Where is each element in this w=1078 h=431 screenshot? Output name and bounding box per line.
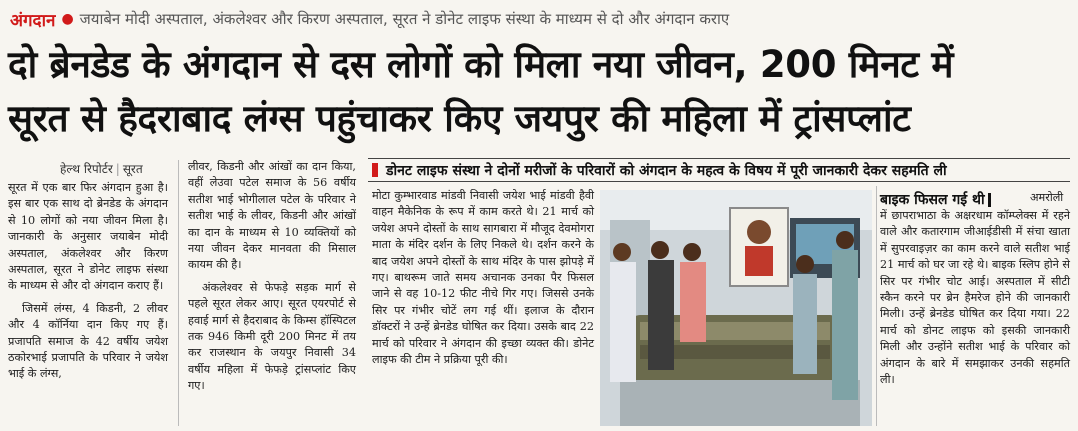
hospital-photo-illustration [600, 190, 872, 426]
paragraph: मोटा कुम्भारवाड मांडवी निवासी जयेश भाई मांडवी हैवी वाहन मैकेनिक के रूप में काम करते थे। 21 मार्च को जयेश अपने दोस्तों के साथ सागबारा में मौजूद देवमोगरा माता के मंदिर दर्शन के लिए निकले थे। दर्शन करने के बाद जयेश अपने दोस्तों के साथ मंदिर के पास झोपड़े में गए। बाथरूम जाते समय अचानक उनका पैर फिसल जाने से वह 10-12 फीट नीचे गिर गए। जिससे उनके सिर पर गंभीर चोटें लग गई थीं। इलाज के दौरान डॉक्टरों ने उन्हें ब्रेनडेड घोषित कर दिया। उसके बाद 22 मार्च को परिवार ने अंगदान की इच्छा व्यक्त की। डोनेट लाइफ की टीम ने प्रक्रिया पूरी की। [372, 189, 594, 367]
lead-word [1030, 190, 1072, 206]
article-column-4 [880, 208, 1070, 394]
headline-line-2: सूरत से हैदराबाद लंग्स पहुंचाकर किए जयपुर की महिला में ट्रांसप्लांट [8, 97, 911, 140]
kicker-text: जयाबेन मोदी अस्पताल, अंकलेश्वर और किरण अस्पताल, सूरत ने डोनेट लाइफ संस्था के माध्यम से दो और अंगदान कराए [79, 10, 730, 28]
dateline: हेल्थ रिपोर्टर | सूरत [60, 162, 143, 176]
kicker [10, 6, 729, 32]
headline-line-1: दो ब्रेनडेड के अंगदान से दस लोगों को मिला नया जीवन, 200 मिनट में [8, 43, 954, 86]
bullet-icon: ● [61, 11, 74, 27]
section-tag: अंगदान [10, 10, 56, 31]
subhead: डोनट लाइफ संस्था ने दोनों मरीजों के परिवारों को अंगदान के महत्व के विषय में पूरी जानकारी देकर सहमति ली [386, 162, 947, 179]
side-heading-text: बाइक फिसल गई थी [880, 192, 985, 208]
subhead-bar [368, 158, 1070, 182]
paragraph: अंकलेश्वर से फेफड़े सड़क मार्ग से पहले सूरत लेकर आए। सूरत एयरपोर्ट से हवाई मार्ग से हैदराबाद के किम्स हॉस्पिटल तक 946 किमी दूरी 200 मिनट में तय कर राजस्थान के जयपुर निवासी 34 वर्षीय महिला में फेफड़े ट्रांसप्लांट किए गए। [188, 280, 356, 393]
article-column-3 [372, 188, 594, 374]
reporter: हेल्थ रिपोर्टर [60, 162, 113, 176]
hospital-photo [600, 190, 872, 426]
place: सूरत [122, 162, 143, 176]
paragraph: सूरत में एक बार फिर अंगदान हुआ है। इस बार एक साथ दो ब्रेनडेड के अंगदान से 10 लोगों को नया जीवन मिला है। जानकारी के अनुसार जयाबेन मोदी अस्पताल, अंकलेश्वर और किरण अस्पताल, सूरत ने डोनेट लाइफ संस्था के माध्यम से और दो अंगदान कराए हैं। [8, 181, 168, 293]
paragraph: जिसमें लंग्स, 4 किडनी, 2 लीवर और 4 कॉर्निया दान किए गए हैं। प्रजापति समाज के 42 वर्षीय जयेश ठकोरभाई प्रजापति के परिवार ने जयेश भाई के लंग्स, [8, 301, 168, 381]
column-divider [876, 186, 877, 426]
lead-word-text: अमरोली [1030, 191, 1064, 204]
headline [8, 38, 1070, 146]
paragraph: में छापराभाठा के अक्षरधाम कॉम्प्लेक्स में रहने वाले और कतारगाम जीआईडीसी में संचा खाता में सुपरवाइज़र का काम करने वाले सतीश भाई 21 मार्च को घर जा रहे थे। बाइक स्लिप होने से सिर पर गंभीर चोट आई। अस्पताल में सीटी स्कैन करने पर ब्रेन हैमरेज होने की जानकारी मिली। उन्हें ब्रेनडेड घोषित कर दिया गया। 22 मार्च को डोनट लाइफ को इसकी जानकारी मिली और उन्होंने सतीश भाई के परिवार को अंगदान के बारे में समझाकर उनकी सहमति ली। [880, 209, 1070, 387]
article-column-1 [8, 180, 168, 389]
heading-bar [988, 193, 991, 207]
paragraph: लीवर, किडनी और आंखों का दान किया, वहीं लेउवा पटेल समाज के 56 वर्षीय सतीश भाई भोगीलाल पटेल के परिवार ने सतीश भाई के लीवर, किडनी और आंखों का दान के माध्यम से 10 व्यक्तियों को नया जीवन देकर मानवता की मिसाल कायम की है। [188, 160, 356, 272]
accent-mark [372, 163, 378, 177]
article-column-2 [188, 159, 356, 401]
side-heading [880, 190, 991, 209]
column-divider [178, 160, 179, 426]
